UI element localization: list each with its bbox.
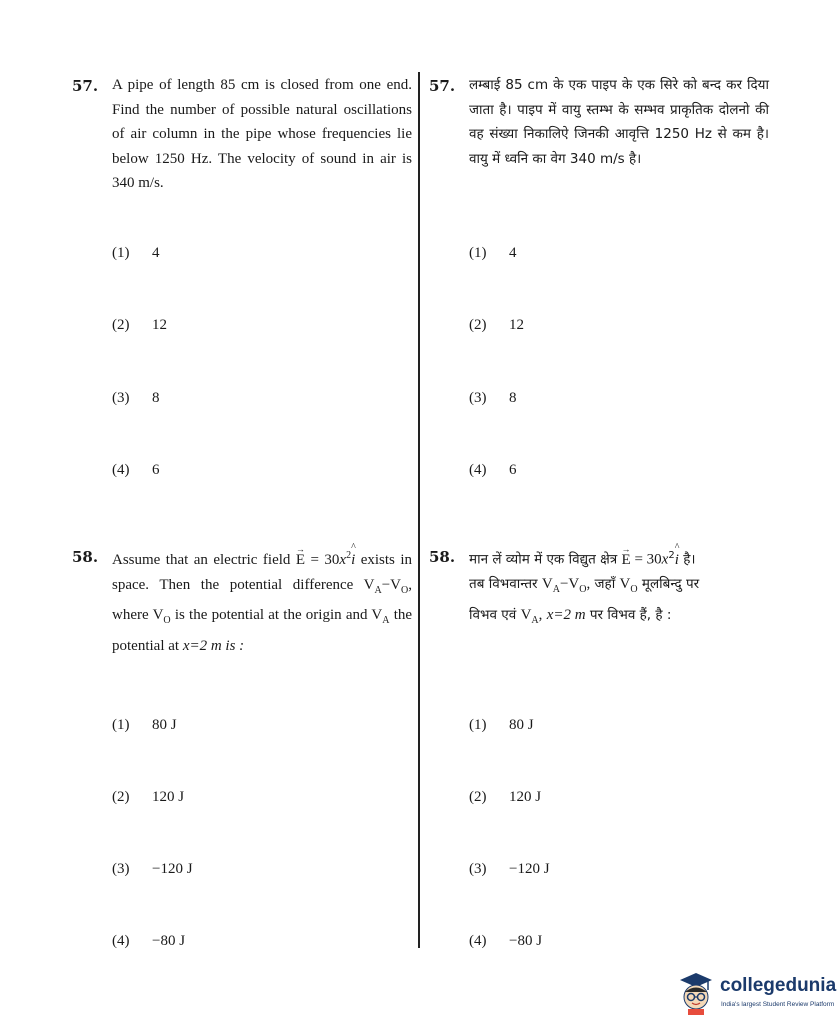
q57-option-2-en: (2) 12 xyxy=(112,317,167,333)
q57-option-3-en: (3) 8 xyxy=(112,390,160,406)
q58-option-2-en: (2) 120 J xyxy=(112,789,185,805)
q57-option-1-hi: (1) 4 xyxy=(469,245,517,261)
q58-option-1-hi: (1) 80 J xyxy=(469,717,534,733)
q58-number-en: 58. xyxy=(72,548,99,566)
q57-option-2-hi: (2) 12 xyxy=(469,317,524,333)
q58-option-3-hi: (3) −120 J xyxy=(469,861,550,877)
q58-option-4-en: (4) −80 J xyxy=(112,933,186,949)
q58-option-2-hi: (2) 120 J xyxy=(469,789,542,805)
q57-text-hi: लम्बाई 85 cm के एक पाइप के एक सिरे को बन्द कर दिया जाता है। पाइप में वायु स्तम्भ के सम्भव प्राकृतिक दोलनो की वह संख्या निकालिऐ जिनकी आवृत्ति 1250 Hz से कम है। वायु में ध्वनि का वेग 340 m/s है। xyxy=(469,77,769,167)
q58-option-1-en: (1) 80 J xyxy=(112,717,177,733)
q58-text-en: Assume that an electric field → $E = 30x^2\^{}$ i exists in space. Then the potential difference $V_A-V_O$, where $V_O$ is the potential at the origin and $V_A$ the potential at x=2 m is : xyxy=(112,544,412,658)
collegedunia-logo[interactable] xyxy=(674,968,837,1018)
q57-text-en: A pipe of length 85 cm is closed from one end. Find the number of possible natural oscillations of air column in the pipe whose frequencies lie below 1250 Hz. The velocity of sound in air is 340 m/s. xyxy=(112,77,412,191)
q57-number-en: 57. xyxy=(72,77,99,95)
field-vector-E: → E xyxy=(296,548,305,573)
logo-tagline: India's largest Student Review Platform xyxy=(721,1001,835,1008)
q58-option-3-en: (3) −120 J xyxy=(112,861,193,877)
q57-option-4-hi: (4) 6 xyxy=(469,462,517,478)
logo-name: collegedunia xyxy=(720,975,837,996)
mascot-icon xyxy=(674,970,718,1016)
q57-option-4-en: (4) 6 xyxy=(112,462,160,478)
q58-text-hi: मान लें व्योम में एक विद्युत क्षेत्र → $E = 30x^2\^{}$ i है। तब विभवान्तर $V_A-V_O$, जहाँ $V_O$ मूलबिन्दु पर विभव एवं $V_A$, x=2 m पर विभव हैं, है : xyxy=(469,544,769,633)
q58-number-hi: 58. xyxy=(429,548,456,566)
q58-option-4-hi: (4) −80 J xyxy=(469,933,543,949)
q57-option-1-en: (1) 4 xyxy=(112,245,160,261)
q57-option-3-hi: (3) 8 xyxy=(469,390,517,406)
q57-number-hi: 57. xyxy=(429,77,456,95)
column-divider xyxy=(418,72,420,948)
